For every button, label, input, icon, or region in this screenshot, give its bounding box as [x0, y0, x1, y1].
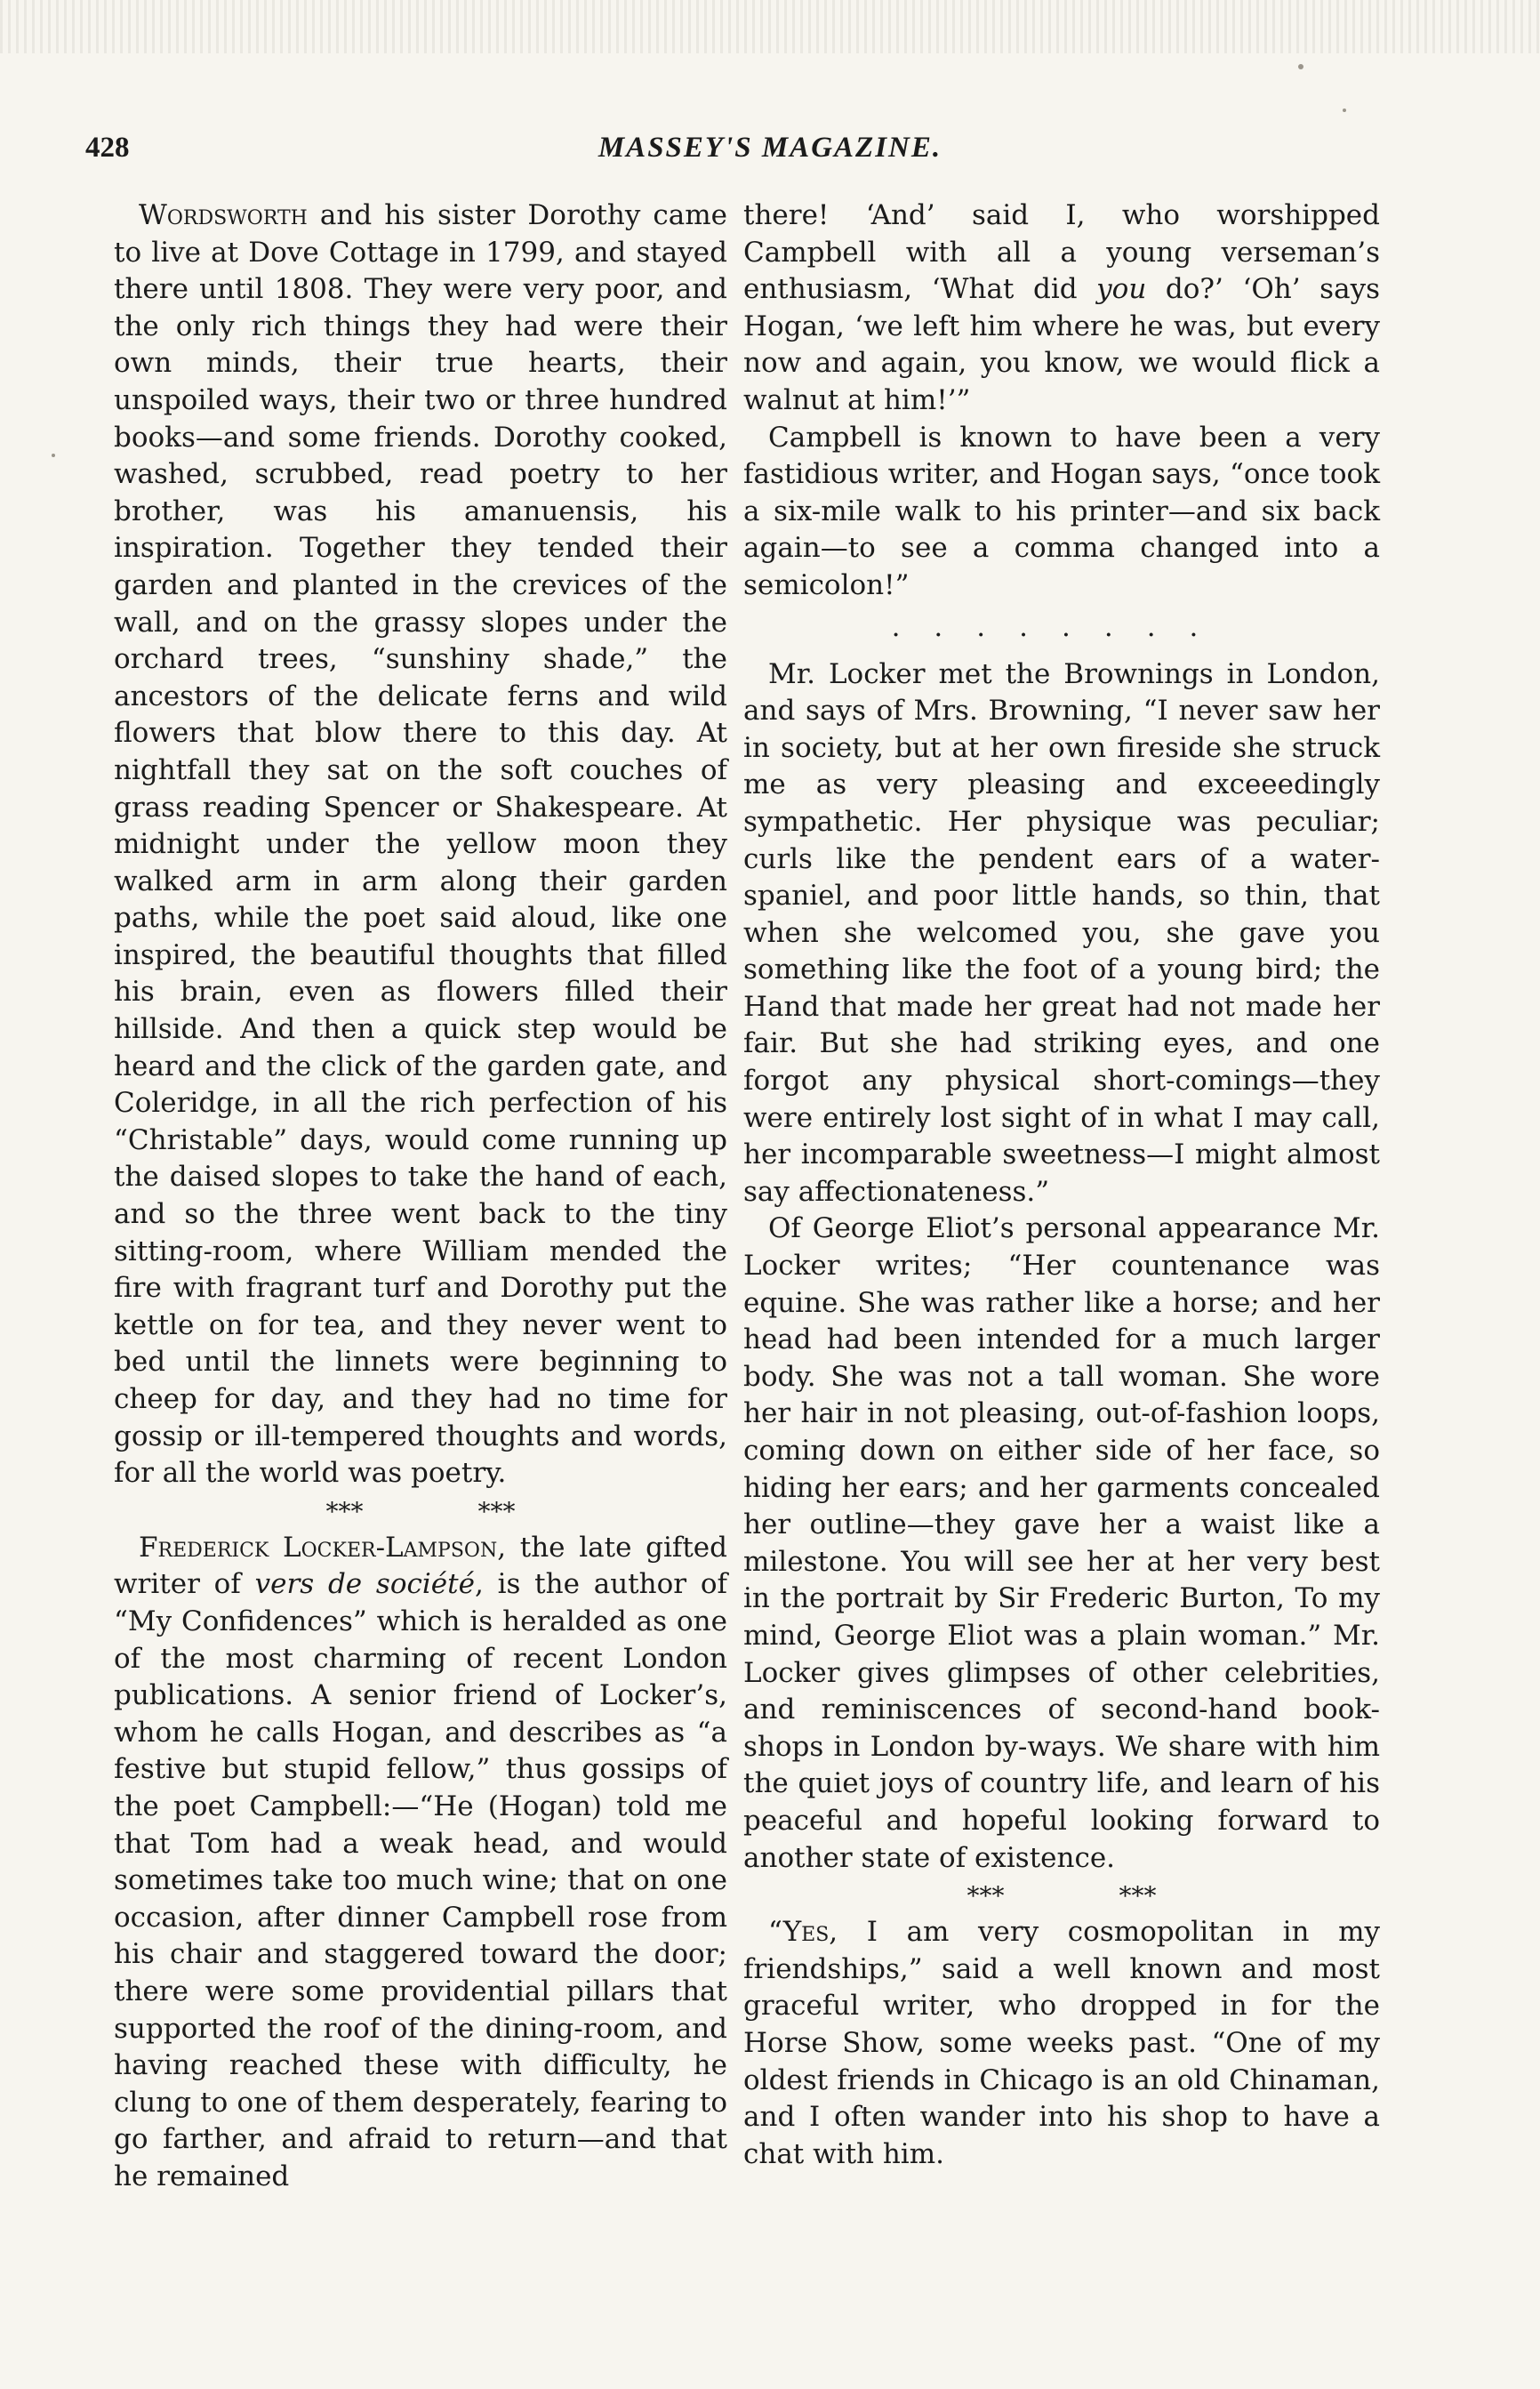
locker-italic-phrase: vers de société	[254, 1568, 475, 1601]
locker-body-b: , is the author of “My Confidences” which is heralded as one of the most charming of recent London publications. A senior friend of Locker’s, whom he calls Hogan, and describes as “a festive but stupid fellow,” thus gossips of the poet Campbell:—“He (Hogan) told me that Tom had a weak head, and would sometimes take too much wine; that on one occasion, after dinner Campbell rose from his chair and staggered toward the door; there were some providential pillars that supported the roof of the dining-room, and having reached these with difficulty, he clung to one of them desperately, fearing to go farther, and afraid to return—and that he remained	[114, 1568, 727, 2192]
scan-speck	[1298, 64, 1303, 69]
campbell-cont-b: do?’ ‘Oh’ says Hogan, ‘we left him where he was, but every now and again, you know, we would flick a walnut at him!’”	[743, 273, 1380, 416]
cosmopolitan-body: I am very cosmopolitan in my friendships,” said a well known and most graceful writer, who dropped in for the Horse Show, some weeks past. “One of my oldest friends in Chicago is an old Chinaman, and I often wander into his shop to have a chat with him.	[743, 1916, 1380, 2170]
campbell-cont-em: you	[1096, 273, 1147, 306]
campbell-fastidious-paragraph: Campbell is known to have been a very fastidious writer, and Hogan says, “once took a six-mile walk to his printer—and six back again—to see a comma changed into a semicolon!”	[743, 421, 1380, 601]
locker-paragraph	[114, 1530, 727, 2196]
dotted-divider: ........	[891, 610, 1232, 643]
wordsworth-paragraph	[114, 197, 727, 1492]
cosmopolitan-paragraph	[743, 1914, 1380, 2173]
eliot-paragraph: Of George Eliot’s personal appearance Mr. Locker writes; “Her countenance was equine. She was rather like a horse; and her head had been intended for a much larger body. She was not a tall woman. She wore her hair in not pleasing, out-of-fashion loops, coming down on either side of her face, so hiding her ears; and her garments concealed her outline—they gave her a waist like a milestone. You will see her at her very best in the portrait by Sir Frederic Burton, To my mind, George Eliot was a plain woman.” Mr. Locker gives glimpses of other celebrities, and reminiscences of second-hand book-shops in London by-ways. We share with him the quiet joys of country life, and learn of his peaceful and hopeful looking forward to another state of existence.	[743, 1212, 1380, 1874]
running-head: MASSEY'S MAGAZINE.	[598, 132, 942, 164]
scan-speck	[52, 454, 55, 457]
page-header	[85, 132, 1455, 176]
scan-speck	[1343, 109, 1346, 112]
wordsworth-lead: Wordsworth	[139, 199, 308, 231]
asterism-divider: *** ***	[325, 1496, 516, 1526]
wordsworth-body: and his sister Dorothy came to live at Dove Cottage in 1799, and stayed there until 1808. They were very poor, and the only rich things they had were their own minds, their true hearts, their unspoiled ways, their two or three hundred books—and some friends. Dorothy cooked, washed, scrubbed, read poetry to her brother, was his amanuensis, his inspiration. Together they tended their garden and planted in the crevices of the wall, and on the grassy slopes under the orchard trees, “sunshiny shade,” the ancestors of the delicate ferns and wild flowers that blow there to this day. At nightfall they sat on the soft couches of grass reading Spencer or Shakespeare. At midnight under the yellow moon they walked arm in arm along their garden paths, while the poet said aloud, like one inspired, the beautiful thoughts that filled his brain, even as flowers filled their hillside. And then a quick step would be heard and the click of the garden gate, and Coleridge, in all the rich perfection of his “Christable” days, would come running up the daised slopes to take the hand of each, and so the three went back to the tiny sitting-room, where William mended the fire with fragrant turf and Dorothy put the kettle on for tea, and they never went to bed until the linnets were beginning to cheep for day, and they had no time for gossip or ill-tempered thoughts and words, for all the world was poetry.	[114, 199, 727, 1490]
campbell-continuation	[743, 197, 1380, 420]
cosmopolitan-lead: “Yes,	[768, 1916, 838, 1949]
left-column	[114, 197, 727, 2195]
asterism-divider: *** ***	[967, 1881, 1157, 1911]
right-column	[743, 197, 1380, 2173]
locker-lead: Frederick Locker-Lampson,	[139, 1531, 507, 1564]
browning-paragraph: Mr. Locker met the Brownings in London, and says of Mrs. Browning, “I never saw her in society, but at her own fireside she struck me as very pleasing and exceeedingly sympathetic. Her physique was peculiar; curls like the pendent ears of a water-spaniel, and poor little hands, so thin, that when she welcomed you, she gave you something like the foot of a young bird; the Hand that made her great had not made her fair. But she had striking eyes, and one forgot any physical short-comings—they were entirely lost sight of in what I may call, her incomparable sweetness—I might almost say affectionateness.”	[743, 657, 1380, 1208]
page-number: 428	[85, 132, 130, 164]
scan-noise-border	[0, 0, 1540, 53]
campbell-cont-a: there! ‘And’ said I, who worshipped Campbell with all a young verseman’s enthusiasm, ‘What did	[743, 199, 1380, 306]
locker-body-a: the late gifted writer of	[114, 1531, 727, 1601]
